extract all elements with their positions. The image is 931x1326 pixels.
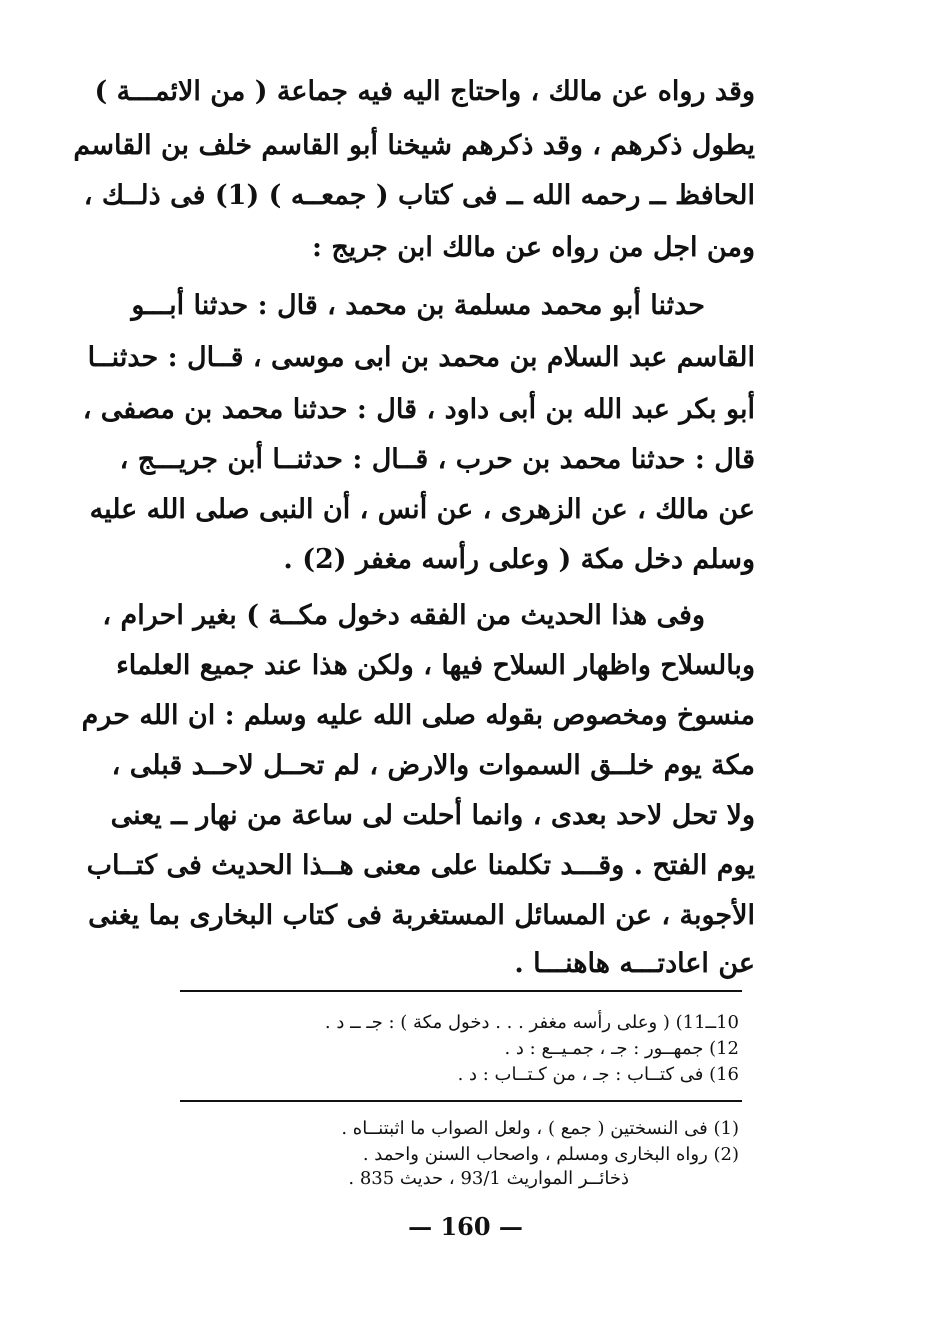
- text-line: وبالسلاح واظهار السلاح فيها ، ولكن هذا عند جميع العلماء: [116, 650, 755, 681]
- footnote: ذخائــر المواريث 93/1 ، حديث 835 .: [348, 1168, 629, 1189]
- text-line: يوم الفتح . وقـــد تكلمنا على معنى هــذا الحديث فى كتــاب: [86, 850, 755, 881]
- text-line: عن مالك ، عن الزهرى ، عن أنس ، أن النبى صلى الله عليه: [89, 494, 755, 525]
- footnote: (1) فى النسختين ( جمع ) ، ولعل الصواب ما اثبتنــاه .: [341, 1118, 739, 1139]
- text-line: الأجوبة ، عن المسائل المستغربة فى كتاب البخارى بما يغنى: [88, 900, 755, 931]
- text-line: مكة يوم خلــق السموات والارض ، لم تحــل لاحــد قبلى ،: [111, 750, 755, 781]
- text-line: ومن اجل من رواه عن مالك ابن جريج :: [311, 232, 755, 263]
- text-line: ولا تحل لاحد بعدى ، وانما أحلت لى ساعة من نهار ــ يعنى: [110, 800, 755, 831]
- text-line: منسوخ ومخصوص بقوله صلى الله عليه وسلم : ان الله حرم: [81, 700, 755, 731]
- text-line: وفى هذا الحديث من الفقه دخول مكــة ) بغير احرام ،: [102, 600, 705, 631]
- divider: [180, 1100, 742, 1102]
- text-line: حدثنا أبو محمد مسلمة بن محمد ، قال : حدثنا أبـــو: [131, 290, 705, 321]
- text-line: يطول ذكرهم ، وقد ذكرهم شيخنا أبو القاسم خلف بن القاسم: [73, 130, 755, 161]
- footnote: (2) رواه البخارى ومسلم ، واصحاب السنن واحمد .: [362, 1144, 739, 1165]
- text-line: أبو بكر عبد الله بن أبى داود ، قال : حدثنا محمد بن مصفى ،: [82, 394, 755, 425]
- text-line: الحافظ ــ رحمه الله ــ فى كتاب ( جمعــه ) (1) فى ذلــك ،: [83, 180, 755, 211]
- variant-note: 10ــ11) ( وعلى رأسه مغفر . . . دخول مكة ) : جـ ــ د .: [324, 1012, 739, 1033]
- text-line: عن اعادتـــه هاهنـــا .: [514, 948, 755, 979]
- page-number: — 160 —: [408, 1212, 523, 1241]
- variant-note: 12) جمهــور : جـ ، جمـيــع : د .: [504, 1038, 739, 1059]
- text-line: قال : حدثنا محمد بن حرب ، قــال : حدثنــا أبن جريـــج ،: [119, 444, 755, 475]
- text-line: وسلم دخل مكة ( وعلى رأسه مغفر (2) .: [283, 544, 755, 575]
- variant-note: 16) فى كتــاب : جـ ، من كـتــاب : د .: [457, 1064, 739, 1085]
- text-line: القاسم عبد السلام بن محمد بن ابى موسى ، قــال : حدثنــا: [87, 342, 755, 373]
- divider: [180, 990, 742, 992]
- text-line: وقد رواه عن مالك ، واحتاج اليه فيه جماعة ( من الائمـــة ): [94, 76, 755, 107]
